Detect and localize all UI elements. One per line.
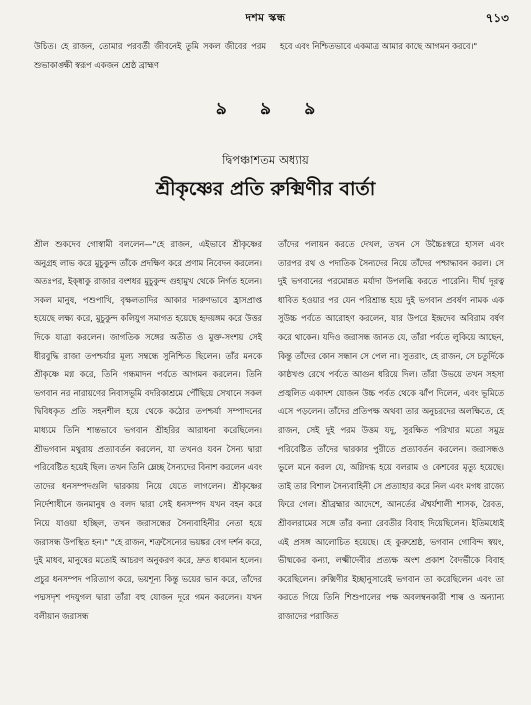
text-column-left: [34, 37, 266, 74]
text-column-left: [34, 235, 262, 625]
text-column-right: [280, 37, 502, 56]
ornament-icon: ঌ: [260, 99, 271, 119]
ornament-icon: ঌ: [304, 99, 315, 119]
section-divider: [0, 96, 531, 124]
ornament-icon: ঌ: [216, 99, 227, 119]
running-header: দশম স্কন্ধ: [245, 12, 286, 24]
paragraph: উচিত। হে রাজন, তোমার পরবর্তী জীবনেই তুমি সকল জীবের পরম শুভাকাঙ্ক্ষী স্বরূপ একজন শ্রেষ্ঠ ব্রাহ্মণ: [34, 41, 266, 70]
chapter-title: শ্রীকৃষ্ণের প্রতি রুক্মিণীর বার্তা: [155, 178, 376, 200]
page-number: ৭১৩: [485, 11, 509, 25]
paragraph: শ্রীল শুকদেব গোস্বামী বললেন—"হে রাজন, এইভাবে শ্রীকৃষ্ণের অনুগ্রহ লাভ করে মুচুকুন্দ তাঁকে প্রদক্ষিণ করে প্রণাম নিবেদন করলেন। অতঃপর, ইক্ষ্বাকু রাজার বংশধর মুচুকুন্দ গুহামুখ থেকে নির্গত হলেন। সকল মানুষ, পশুপাখি, বৃক্ষলতাদির আকার দারুণভাবে হ্রাসপ্রাপ্ত হয়েছে লক্ষ্য করে, মুচুকুন্দ কলিযুগ সমাগত হয়েছে হৃদয়ঙ্গম করে উত্তর দিকে যাত্রা করলেন। জাগতিক সঙ্গের অতীত ও মুক্ত-সংশয় সেই ধীরবুদ্ধি রাজা তপশ্চর্যার মূল্য সম্বন্ধে সুনিশ্চিত ছিলেন। তাঁর মনকে শ্রীকৃষ্ণে মগ্ন করে, তিনি গন্ধমাদন পর্বতে আগমন করলেন। তিনি ভগবান নর নারায়ণের নিবাসভূমি বদরিকাশ্রমে পৌঁছিয়ে সেখানে সকল দ্বিবিধকৃত প্রতি সহনশীল হয়ে থেকে কঠোর তপশ্চর্যা সম্পাদনের মাধ্যমে তিনি শান্তভাবে ভগবান শ্রীহরির আরাধনা করেছিলেন। শ্রীভগবান মথুরায় প্রত্যাবর্তন করলেন, যা তখনও যবন সৈন্য দ্বারা পরিবেষ্টিত হয়েই ছিল। তখন তিনি ম্লেচ্ছ সৈন্যদের বিনাশ করলেন এবং তাদের ধনসম্পদগুলি দ্বারকায় নিয়ে যেতে লাগলেন। শ্রীকৃষ্ণের নির্দেশাধীনে জনমানুষ ও বলদ দ্বারা সেই ধনসম্পদ যখন বহন করে নিয়ে যাওয়া হচ্ছিল, তখন জরাসন্ধের সৈন্যবাহিনীর নেতা হয়ে জরাসন্ধ উপস্থিত হন।" "হে রাজন, শত্রুসৈন্যের ভয়ঙ্কর বেগ দর্শন করে, দুই মাধব, মানুষের মতোই আচরণ অনুকরণ করে, দ্রুত ধাবমান হলেন। প্রচুর ধনসম্পদ পরিত্যাগ করে, ভয়শূন্য কিন্তু ভয়ের ভান করে, তাঁদের পদ্মসদৃশ পদযুগল দ্বারা তাঁরা বহু যোজন দূরে গমন করলেন। যখন বলীয়ান জরাসন্ধ: [34, 239, 262, 621]
paragraph: হবে এবং নিশ্চিতভাবে একমাত্র আমার কাছে আগমন করবে।": [280, 41, 478, 51]
chapter-number: দ্বিপঞ্চাশতম অধ্যায়: [222, 153, 309, 167]
text-column-right: [278, 235, 504, 625]
paragraph: তাঁদের পলায়ন করতে দেখল, তখন সে উচ্চৈঃস্বরে হাসল এবং তারপর রথ ও পদাতিক সৈন্যদের নিয়ে তাঁদের পশ্চাদ্ধাবন করল। সে দুই ভগবানের পরমোন্নত মর্যাদা উপলব্ধি করতে পারেনি। দীর্ঘ দূরত্ব ধাবিত হওয়ার পর যেন পরিশ্রান্ত হয়ে দুই ভগবান প্রবর্ষণ নামক এক সুউচ্চ পর্বতে আরোহণ করলেন, যার উপরে ইন্দ্রদেব অবিরাম বর্ষণ করে থাকেন। যদিও জরাসন্ধ জানত যে, তাঁরা পর্বতে লুকিয়ে আছেন, কিন্তু তাঁদের কোন সন্ধান সে পেল না। সুতরাং, হে রাজন, সে চতুর্দিকে কাষ্ঠখণ্ড রেখে পর্বতে আগুন ধরিয়ে দিল। তাঁরা উভয়ে তখন সহসা প্রজ্বলিত একাদশ যোজন উচ্চ পর্বত থেকে ঝাঁপ দিলেন, এবং ভূমিতে এসে পড়লেন। তাঁদের প্রতিপক্ষ অথবা তার অনুচরদের অলক্ষিতে, হে রাজন, সেই দুই পরম উত্তম যদু, সুরক্ষিত পরিখার মতো সমুদ্র পরিবেষ্টিত তাঁদের দ্বারকার পুরীতে প্রত্যাবর্তন করলেন। জরাসন্ধও ভুলে মনে করল যে, অগ্নিদগ্ধ হয়ে বলরাম ও কেশবের মৃত্যু হয়েছে। তাই তার বিশাল সৈন্যবাহিনী সে প্রত্যাহার করে নিল এবং মগধ রাজ্যে ফিরে গেল। শ্রীব্রহ্মার আদেশে, আনর্তের ঐশ্বর্যশালী শাসক, রৈবত, শ্রীবলরামের সঙ্গে তাঁর কন্যা রেবতীর বিবাহ দিয়েছিলেন। ইতিমধ্যেই এই প্রসঙ্গ আলোচিত হয়েছে। হে কুরুশ্রেষ্ঠ, ভগবান গোবিন্দ স্বয়ং, ভীষ্মকের কন্যা, লক্ষ্মীদেবীর প্রত্যক্ষ অংশ প্রকাশ বৈদর্ভীকে বিবাহ করেছিলেন। রুক্মিণীর ইচ্ছানুসারেই ভগবান তা করেছিলেন এবং তা করতে গিয়ে তিনি শিশুপালের পক্ষ অবলম্বনকারী শাল্ব ও অন্যান্য রাজাদের পরাজিত: [278, 239, 504, 621]
